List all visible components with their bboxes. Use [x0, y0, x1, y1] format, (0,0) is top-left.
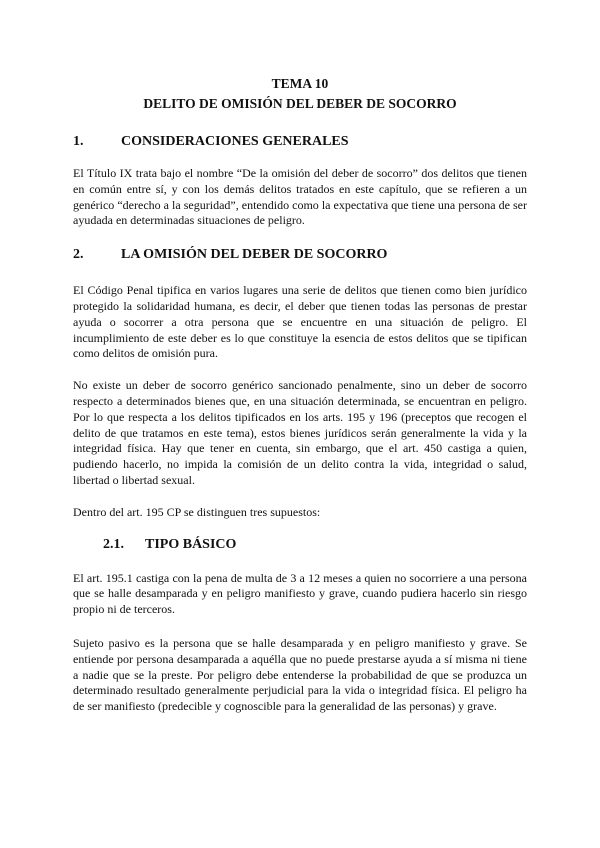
section-number: 2.: [73, 247, 84, 263]
document-title: DELITO DE OMISIÓN DEL DEBER DE SOCORRO: [143, 96, 457, 111]
section-heading-2: [73, 247, 527, 263]
section-number: 1.: [73, 134, 84, 149]
paragraph: Sujeto pasivo es la persona que se halle desamparada y en peligro manifiesto y grave. Se entiende por persona desamparada a aquélla que no puede prestarse ayuda a sí misma ni tiene a nadie que se la preste. Por peligro debe entenderse la probabilidad de que se produzca un determinado resultado generalmente perjudicial para la vida o integridad física. El peligro ha de ser manifiesto (predecible y cognoscible para la generalidad de las personas) y grave.: [73, 635, 527, 714]
section-title: LA OMISIÓN DEL DEBER DE SOCORRO: [121, 247, 388, 263]
section-title: TIPO BÁSICO: [145, 536, 237, 552]
section-heading-1: [73, 134, 527, 150]
document-tema: TEMA 10: [271, 76, 329, 91]
paragraph: El Título IX trata bajo el nombre “De la omisión del deber de socorro” dos delitos que tienen en común entre sí, y con los demás delitos tratados en este capítulo, que se refieren a un genérico “derecho a la seguridad”, entendido como la expectativa que tiene una persona de ser ayudada en determinadas situaciones de peligro.: [73, 166, 527, 228]
paragraph: El Código Penal tipifica en varios lugares una serie de delitos que tienen como bien jurídico protegido la solidaridad humana, es decir, el deber que tienen todas las personas de prestar ayuda o socorrer a otra persona que se encuentre en una situación de peligro. El incumplimiento de este deber es lo que constituye la esencia de estos delitos que se tipifican como delitos de omisión pura.: [73, 283, 527, 361]
subsection-heading-2-1: [73, 537, 527, 553]
section-number: 2.1.: [103, 536, 124, 552]
paragraph: El art. 195.1 castiga con la pena de multa de 3 a 12 meses a quien no socorriere a una persona que se halle desamparada y en peligro manifiesto y grave, cuando pudiera hacerlo sin riesgo propio ni de terceros.: [73, 570, 527, 617]
paragraph: No existe un deber de socorro genérico sancionado penalmente, sino un deber de socorro respecto a determinados bienes que, en una situación determinada, se encuentran en peligro. Por lo que respecta a los delitos tipificados en los arts. 195 y 196 (preceptos que recogen el delito de que tratamos en este tema), estos bienes jurídicos serán generalmente la vida y la integridad física. Hay que tener en cuenta, sin embargo, que el art. 450 castiga a quien, pudiendo hacerlo, no impida la comisión de un delito contra la vida, integridad o salud, libertad o libertad sexual.: [73, 378, 527, 487]
paragraph: Dentro del art. 195 CP se distinguen tres supuestos:: [73, 504, 321, 519]
section-title: CONSIDERACIONES GENERALES: [121, 134, 349, 149]
